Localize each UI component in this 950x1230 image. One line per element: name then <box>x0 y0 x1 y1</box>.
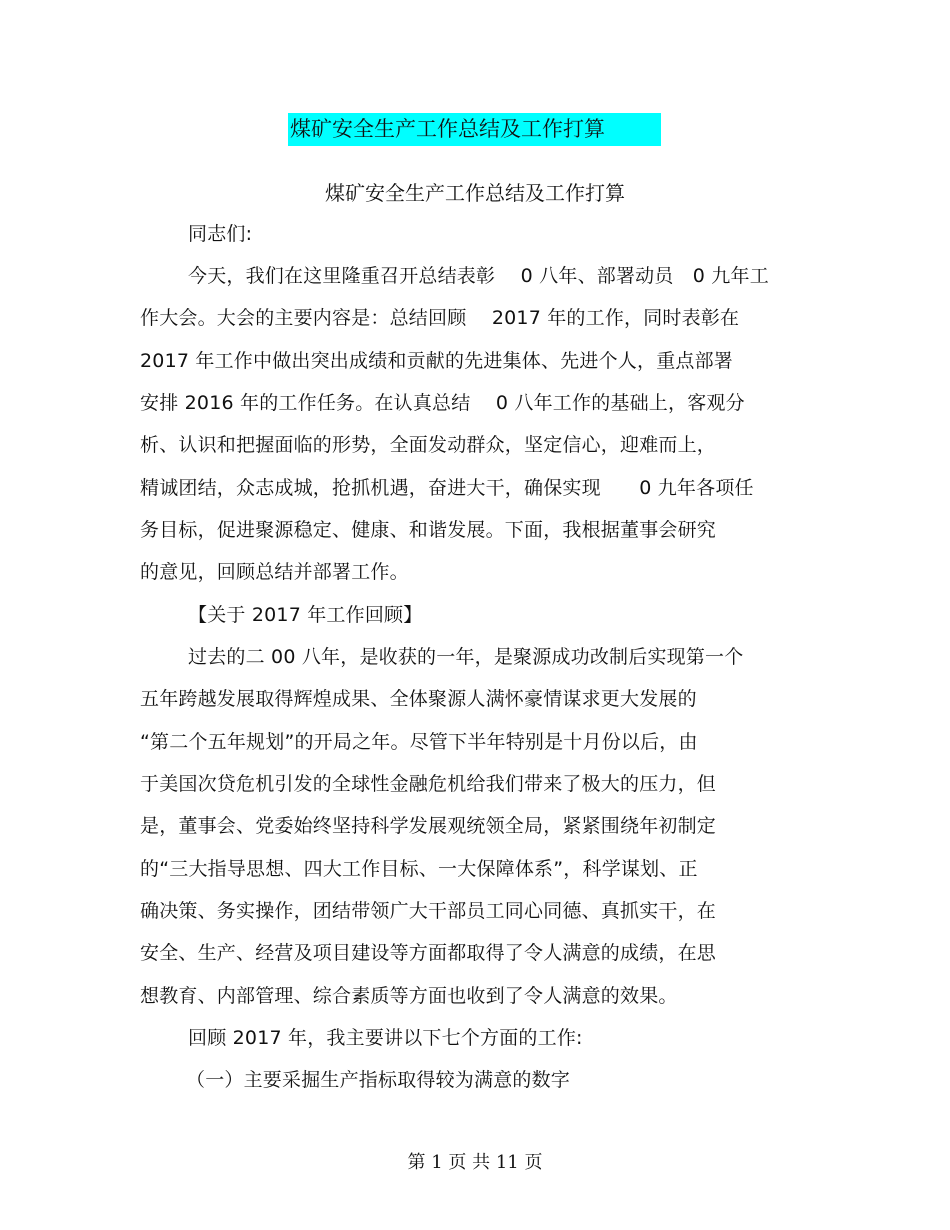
paragraph1-line: 务目标，促进聚源稳定、健康、和谐发展。下面，我根据董事会研究 <box>140 519 717 541</box>
paragraph2-line: 于美国次贷危机引发的全球性金融危机给我们带来了极大的压力，但 <box>140 773 717 795</box>
paragraph2-line: 想教育、内部管理、综合素质等方面也收到了令人满意的效果。 <box>140 985 678 1007</box>
document-title: 煤矿安全生产工作总结及工作打算 <box>325 181 625 205</box>
paragraph2-line: 确决策、务实操作，团结带领广大干部员工同心同德、真抓实干，在 <box>140 900 717 922</box>
list-item-1: （一）主要采掘生产指标取得较为满意的数字 <box>186 1069 571 1091</box>
paragraph2-line: 安全、生产、经营及项目建设等方面都取得了令人满意的成绩，在思 <box>140 942 717 964</box>
page-footer: 第 1 页 共 11 页 <box>407 1152 543 1173</box>
paragraph1-line: 析、认识和把握面临的形势，全面发动群众，坚定信心，迎难而上， <box>140 434 717 456</box>
section-heading: 【关于 2017 年工作回顾】 <box>188 604 423 626</box>
paragraph1-line: 精诚团结，众志成城，抢抓机遇，奋进大干，确保实现 0 九年各项任 <box>140 477 754 499</box>
highlighted-header-title <box>288 113 661 146</box>
header-title-text: 煤矿安全生产工作总结及工作打算 <box>290 117 605 141</box>
paragraph1-line: 的意见，回顾总结并部署工作。 <box>140 561 409 583</box>
paragraph1-line: 今天，我们在这里隆重召开总结表彰 0 八年、部署动员 0 九年工 <box>188 265 769 287</box>
paragraph2-line: 五年跨越发展取得辉煌成果、全体聚源人满怀豪情谋求更大发展的 <box>140 688 697 710</box>
paragraph2-line: 的“三大指导思想、四大工作目标、一大保障体系”，科学谋划、正 <box>140 858 698 880</box>
paragraph1-line: 作大会。大会的主要内容是：总结回顾 2017 年的工作，同时表彰在 <box>140 307 740 329</box>
paragraph1-line: 2017 年工作中做出突出成绩和贡献的先进集体、先进个人，重点部署 <box>140 350 733 372</box>
paragraph2-line: 是，董事会、党委始终坚持科学发展观统领全局，紧紧围绕年初制定 <box>140 815 717 837</box>
paragraph2-line: 过去的二 00 八年，是收获的一年，是聚源成功改制后实现第一个 <box>188 646 744 668</box>
paragraph1-line: 安排 2016 年的工作任务。在认真总结 0 八年工作的基础上，客观分 <box>140 392 745 414</box>
intro-line: 回顾 2017 年，我主要讲以下七个方面的工作: <box>188 1027 583 1049</box>
salutation: 同志们: <box>188 223 253 245</box>
paragraph2-line: “第二个五年规划”的开局之年。尽管下半年特别是十月份以后，由 <box>140 731 698 753</box>
